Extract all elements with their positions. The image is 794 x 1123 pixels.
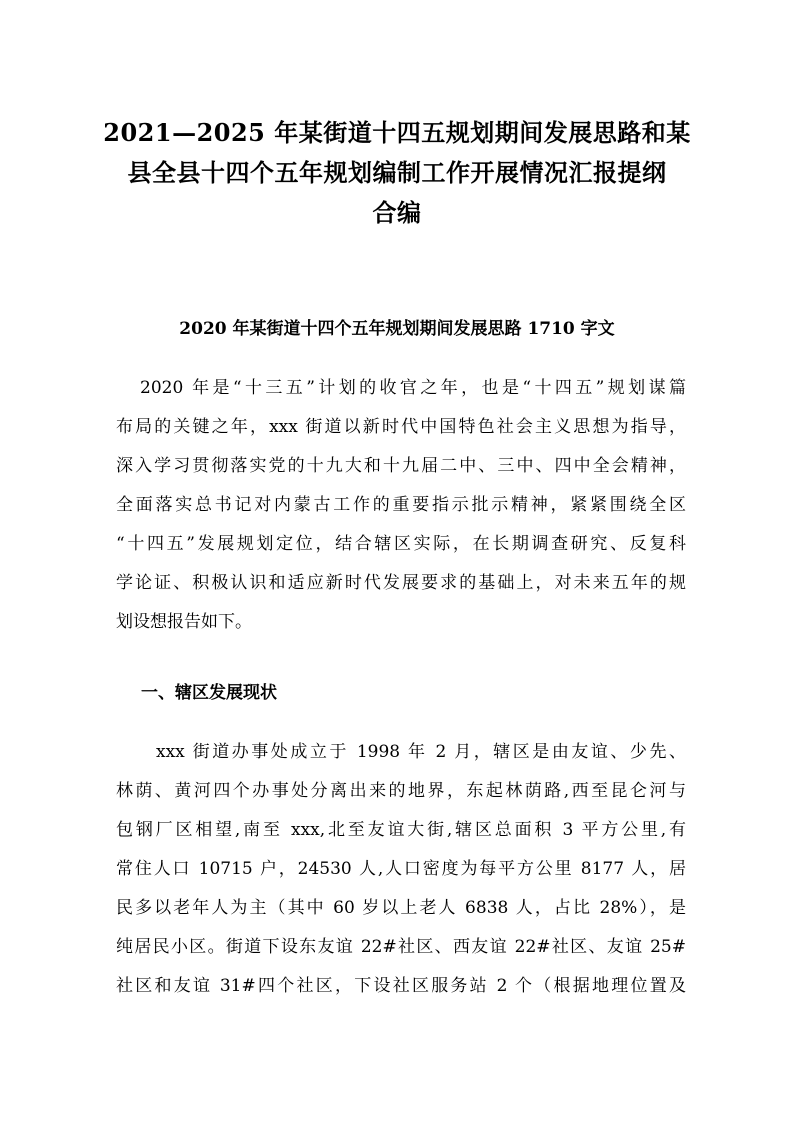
paragraph-line: 社区和友谊 31#四个社区，下设社区服务站 2 个（根据地理位置及 xyxy=(116,976,686,996)
paragraph-line: 全面落实总书记对内蒙古工作的重要指示批示精神，紧紧围绕全区 xyxy=(116,495,686,515)
paragraph-line: xxx 街道办事处成立于 1998 年 2 月，辖区是由友谊、少先、 xyxy=(156,742,686,762)
paragraph-line: 常住人口 10715 户，24530 人,人口密度为每平方公里 8177 人，居 xyxy=(116,859,686,879)
paragraph-line: 纯居民小区。街道下设东友谊 22#社区、西友谊 22#社区、友谊 25# xyxy=(116,937,686,957)
document-title-line-3: 合编 xyxy=(372,198,422,227)
paragraph-line: “十四五”发展规划定位，结合辖区实际，在长期调查研究、反复科 xyxy=(116,534,686,554)
section-title: 2020 年某街道十四个五年规划期间发展思路 1710 字文 xyxy=(179,319,615,339)
document-title xyxy=(100,113,694,233)
paragraph-line: 划设想报告如下。 xyxy=(116,612,252,632)
paragraph-line: 2020 年是“十三五”计划的收官之年，也是“十四五”规划谋篇 xyxy=(140,378,686,398)
paragraph-line: 布局的关键之年，xxx 街道以新时代中国特色社会主义思想为指导， xyxy=(116,417,686,437)
document-title-line-1: 2021—2025 年某街道十四五规划期间发展思路和某 xyxy=(103,118,691,147)
body-paragraph xyxy=(116,733,686,1006)
paragraph-line: 林荫、黄河四个办事处分离出来的地界，东起林荫路,西至昆仑河与 xyxy=(116,781,686,801)
paragraph-line: 民多以老年人为主（其中 60 岁以上老人 6838 人，占比 28%），是 xyxy=(116,898,686,918)
paragraph-line: 深入学习贯彻落实党的十九大和十九届二中、三中、四中全会精神， xyxy=(116,456,686,476)
intro-paragraph xyxy=(116,369,686,642)
heading-district-status: 一、辖区发展现状 xyxy=(141,683,277,703)
paragraph-line: 学论证、积极认识和适应新时代发展要求的基础上，对未来五年的规 xyxy=(116,573,686,593)
document-title-line-2: 县全县十四个五年规划编制工作开展情况汇报提纲 xyxy=(127,158,667,187)
paragraph-line: 包钢厂区相望,南至 xxx,北至友谊大街,辖区总面积 3 平方公里,有 xyxy=(116,820,686,840)
